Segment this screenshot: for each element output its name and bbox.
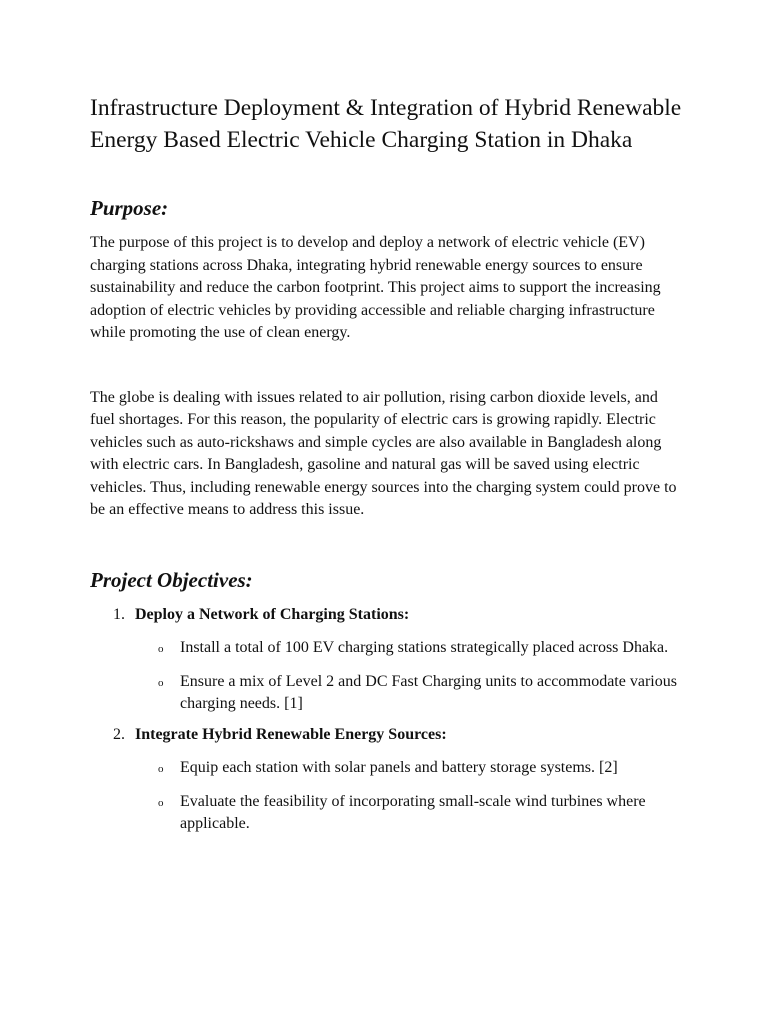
bullet-icon: o [158, 763, 164, 775]
bullet-icon: o [158, 676, 164, 689]
objective-number: 2. [113, 725, 125, 743]
bullet-icon: o [158, 643, 164, 655]
objective-item [90, 724, 682, 836]
objective-sublist [135, 757, 682, 836]
objective-subitem [135, 637, 682, 660]
objective-subitem-text: Equip each station with solar panels and battery storage systems. [2] [180, 759, 618, 776]
objective-subitem [135, 671, 682, 716]
objectives-list [90, 604, 682, 836]
document-page [90, 92, 682, 836]
objective-sublist [135, 637, 682, 716]
objective-subitem-text: Ensure a mix of Level 2 and DC Fast Charging units to accommodate various charging needs. [1] [180, 672, 677, 712]
objective-number: 1. [113, 605, 125, 623]
objectives-heading: Project Objectives: [90, 567, 253, 592]
bullet-icon: o [158, 796, 164, 809]
purpose-heading: Purpose: [90, 196, 169, 220]
objective-subitem [135, 757, 682, 780]
objective-item [90, 604, 682, 716]
document-title: Infrastructure Deployment & Integration of Hybrid Renewable Energy Based Electric Vehicle Charging Station in Dhaka [90, 95, 682, 153]
objective-title: Deploy a Network of Charging Stations: [135, 605, 410, 623]
purpose-paragraph-2: The globe is dealing with issues related to air pollution, rising carbon dioxide levels, and fuel shortages. For this reason, the popularity of electric cars is growing rapidly. Electric vehicles such as auto-rickshaws and simple cycles are also available in Bangladesh along with electric cars. In Bangladesh, gasoline and natural gas will be saved using electric vehicles. Thus, including renewable energy sources into the charging system could prove to be an effective means to address this issue. [90, 388, 677, 518]
objective-subitem [135, 791, 682, 836]
objective-title: Integrate Hybrid Renewable Energy Sources: [135, 725, 447, 743]
objective-subitem-text: Install a total of 100 EV charging stations strategically placed across Dhaka. [180, 639, 669, 656]
objective-subitem-text: Evaluate the feasibility of incorporating small-scale wind turbines where applicable. [180, 792, 646, 832]
purpose-paragraph-1: The purpose of this project is to develop and deploy a network of electric vehicle (EV) charging stations across Dhaka, integrating hybrid renewable energy sources to ensure sustainability and reduce the carbon footprint. This project aims to support the increasing adoption of electric vehicles by providing accessible and reliable charging infrastructure while promoting the use of clean energy. [90, 234, 661, 341]
